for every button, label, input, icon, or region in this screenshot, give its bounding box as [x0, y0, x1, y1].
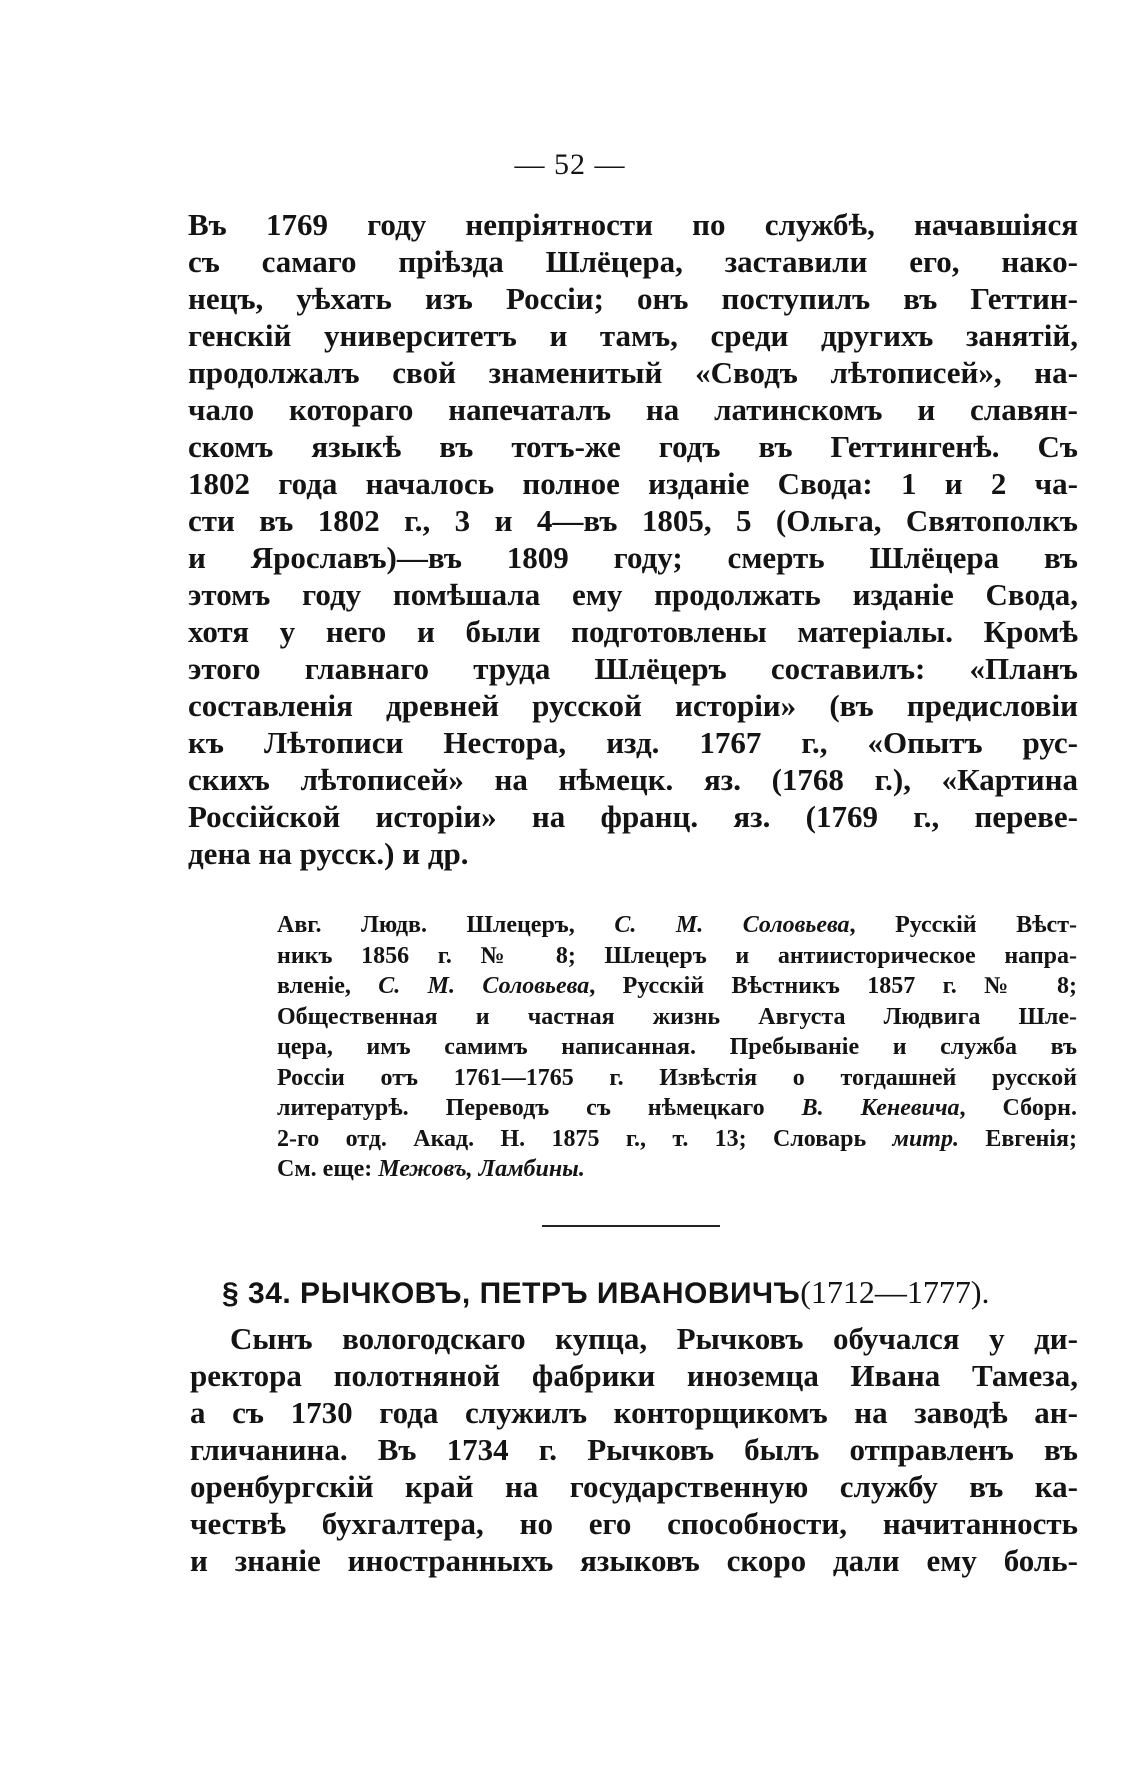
note-line	[277, 1124, 1077, 1155]
text-line: скихъ лѣтописей» на нѣмецк. яз. (1768 г.), «Картина	[188, 762, 1078, 797]
text-line: а съ 1730 года служилъ конторщикомъ на заводѣ ан-	[190, 1395, 1078, 1430]
text-line: 1802 года началось полное изданіе Свода: 1 и 2 ча-	[188, 466, 1078, 501]
section-paragraph	[190, 1320, 1078, 1579]
text-line: хотя у него и были подготовлены матеріалы. Кромѣ	[188, 614, 1078, 649]
text-line: этого главнаго труда Шлёцеръ составилъ: «Планъ	[188, 651, 1078, 686]
text-line: чало котораго напечаталъ на латинскомъ и славян-	[188, 392, 1078, 427]
author-name: С. М. Соловьева	[614, 912, 850, 938]
text-line: оренбургскій край на государственную службу въ ка-	[190, 1469, 1078, 1504]
text-line: продолжалъ свой знаменитый «Сводъ лѣтописей», на-	[188, 355, 1078, 390]
note-text: , Сборн.	[959, 1095, 1077, 1121]
note-line: цера, имъ самимъ написанная. Пребываніе и служба въ	[277, 1034, 1077, 1060]
note-text: , Русскій Вѣстникъ 1857 г. № 8;	[589, 973, 1077, 999]
text-line: къ Лѣтописи Нестора, изд. 1767 г., «Опытъ рус-	[188, 725, 1078, 760]
note-text: , Русскій Вѣст-	[849, 912, 1077, 938]
section-divider	[542, 1225, 720, 1227]
note-line	[277, 1154, 1077, 1185]
text-line: и Ярославъ)—въ 1809 году; смерть Шлёцера въ	[188, 540, 1078, 575]
text-line: генскій университетъ и тамъ, среди другихъ занятій,	[188, 318, 1078, 353]
note-line: никъ 1856 г. № 8; Шлецеръ и антиисторическое напра-	[277, 942, 1077, 969]
main-paragraph	[188, 206, 1078, 872]
text-line: этомъ году помѣшала ему продолжать изданіе Свода,	[188, 577, 1078, 612]
text-line: Россійской исторіи» на франц. яз. (1769 г., переве-	[188, 799, 1078, 834]
note-line: Россіи отъ 1761—1765 г. Извѣстія о тогдашней русской	[277, 1064, 1077, 1091]
text-line: составленія древней русской исторіи» (въ предисловіи	[188, 688, 1078, 723]
author-name: В. Кеневича	[801, 1095, 960, 1121]
section-title: § 34. РЫЧКОВЪ, ПЕТРЪ ИВАНОВИЧЪ	[222, 1277, 801, 1310]
note-line	[277, 910, 1077, 941]
text-line: съ самаго пріѣзда Шлёцера, заставили его, нако-	[188, 244, 1078, 279]
section-dates: (1712—1777).	[800, 1274, 990, 1310]
text-line: Въ 1769 году непріятности по службѣ, начавшіяся	[188, 207, 1078, 242]
text-line: и знаніе иностранныхъ языковъ скоро дали ему боль-	[190, 1543, 1078, 1578]
text-line: дена на русск.) и др.	[188, 836, 469, 871]
section-heading	[222, 1270, 1082, 1316]
page-number: — 52 —	[514, 148, 626, 181]
note-text: литературѣ. Переводъ съ нѣмецкаго	[277, 1095, 802, 1121]
text-line: скомъ языкѣ въ тотъ-же годъ въ Геттингенѣ. Съ	[188, 429, 1078, 464]
text-line: чествѣ бухгалтера, но его способности, начитанность	[190, 1506, 1078, 1541]
text-line: сти въ 1802 г., 3 и 4—въ 1805, 5 (Ольга, Святополкъ	[188, 503, 1078, 538]
note-line	[277, 1093, 1077, 1124]
note-text: 2-го отд. Акад. Н. 1875 г., т. 13; Словарь	[277, 1125, 893, 1152]
author-name: С. М. Соловьева	[378, 973, 590, 999]
text-line: гличанина. Въ 1734 г. Рычковъ былъ отправленъ въ	[190, 1432, 1078, 1467]
note-text: вленіе,	[277, 973, 379, 999]
note-text: Авг. Людв. Шлецеръ,	[277, 912, 615, 938]
bibliography-note	[277, 910, 1077, 1185]
author-name: Межовъ, Ламбины.	[378, 1156, 585, 1182]
abbreviation: митр.	[892, 1125, 959, 1152]
note-text: Евгенія;	[958, 1125, 1077, 1152]
text-line: ректора полотняной фабрики иноземца Ивана Тамеза,	[190, 1358, 1078, 1393]
note-line	[277, 971, 1077, 1002]
note-line: Общественная и частная жизнь Августа Людвига Шле-	[277, 1003, 1077, 1030]
text-line: нецъ, уѣхать изъ Россіи; онъ поступилъ въ Геттин-	[188, 281, 1078, 316]
text-line: Сынъ вологодскаго купца, Рычковъ обучался у ди-	[230, 1321, 1078, 1356]
note-text: См. еще:	[277, 1156, 379, 1182]
